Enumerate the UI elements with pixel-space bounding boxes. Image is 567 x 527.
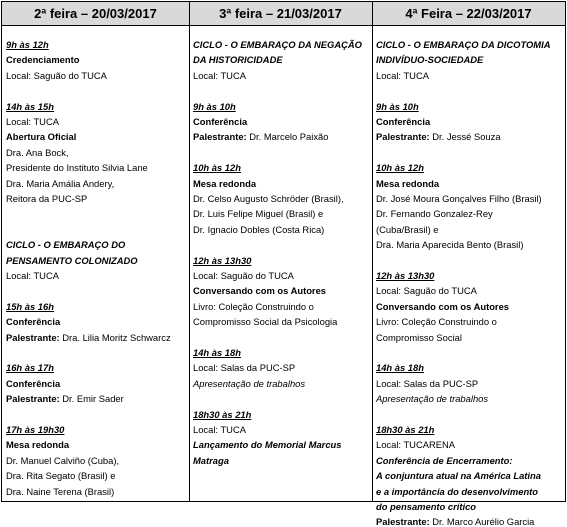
session-detail: Local: TUCARENA xyxy=(376,439,456,451)
speaker-label: Palestrante: xyxy=(6,393,60,405)
session-detail: Local: TUCA xyxy=(193,69,246,81)
header-day-wednesday: 4ª Feira – 22/03/2017 xyxy=(372,2,565,26)
session-detail: Dr. José Moura Gonçalves Filho (Brasil) xyxy=(376,193,542,204)
session-heading: Lançamento do Memorial Marcus xyxy=(193,439,342,451)
session-title: Conferência xyxy=(6,377,61,389)
speaker-name: Dr. Marco Aurélio Garcia xyxy=(429,516,535,527)
session-detail: Compromisso Social da Psicologia xyxy=(193,316,338,328)
header-day-tuesday: 3ª feira – 21/03/2017 xyxy=(189,2,372,26)
session-title: Conferência xyxy=(376,116,431,127)
session-detail: Reitora da PUC-SP xyxy=(6,193,88,204)
column-wednesday xyxy=(372,26,565,527)
speaker-name: Dr. Emir Sader xyxy=(59,393,124,405)
session-heading: A conjuntura atual na América Latina xyxy=(376,470,541,482)
session-heading: e a importância do desenvolvimento xyxy=(376,485,539,497)
session-note: Apresentação de trabalhos xyxy=(376,393,489,405)
session-detail: Local: TUCA xyxy=(376,69,429,81)
session-time: 9h às 10h xyxy=(193,100,236,112)
session-time: 18h30 às 21h xyxy=(193,408,252,420)
speaker-label: Palestrante: xyxy=(376,516,430,527)
session-detail: Dra. Rita Segato (Brasil) e xyxy=(6,470,116,482)
speaker-line xyxy=(6,332,171,343)
session-detail: Dr. Manuel Calviño (Cuba), xyxy=(6,454,120,466)
session-title: Mesa redonda xyxy=(193,177,257,189)
session-detail: Local: Saguão do TUCA xyxy=(376,285,477,297)
speaker-name: Dr. Marcelo Paixão xyxy=(246,131,329,143)
session-detail: Local: TUCA xyxy=(193,424,246,435)
session-detail: Presidente do Instituto Silvia Lane xyxy=(6,162,148,174)
session-note: Apresentação de trabalhos xyxy=(193,377,306,389)
session-detail: Local: Saguão do TUCA xyxy=(193,270,294,281)
session-detail: Dr. Luis Felipe Miguel (Brasil) e xyxy=(193,208,324,220)
session-heading: PENSAMENTO COLONIZADO xyxy=(6,254,138,266)
speaker-line xyxy=(193,131,328,142)
session-title: Conversando com os Autores xyxy=(376,300,510,312)
session-detail: Livro: Coleção Construindo o xyxy=(376,316,497,328)
session-detail: Dra. Ana Bock, xyxy=(6,146,69,158)
session-heading: Conferência de Encerramento: xyxy=(376,454,513,466)
speaker-label: Palestrante: xyxy=(193,131,247,143)
session-time: 14h às 18h xyxy=(376,362,424,374)
session-time: 15h às 16h xyxy=(6,300,54,312)
session-title: Abertura Oficial xyxy=(6,131,77,143)
speaker-label: Palestrante: xyxy=(6,331,60,343)
session-heading: Matraga xyxy=(193,454,229,466)
column-divider xyxy=(189,2,190,501)
speaker-line xyxy=(376,131,501,142)
session-heading: CICLO - O EMBARAÇO DA NEGAÇÃO xyxy=(193,39,362,50)
session-time: 9h às 12h xyxy=(6,39,49,50)
session-detail: Local: Saguão do TUCA xyxy=(6,69,107,81)
session-time: 14h às 18h xyxy=(193,347,241,358)
speaker-name: Dra. Lilia Moritz Schwarcz xyxy=(59,331,171,343)
session-detail: Local: Salas da PUC-SP xyxy=(193,362,296,374)
session-detail: Local: TUCA xyxy=(6,270,59,281)
session-heading: INDIVÍDUO-SOCIEDADE xyxy=(376,54,484,66)
session-title: Credenciamento xyxy=(6,54,80,66)
column-monday xyxy=(2,26,189,501)
session-detail: Compromisso Social xyxy=(376,331,462,343)
session-detail: Livro: Coleção Construindo o xyxy=(193,300,314,312)
session-heading: DA HISTORICIDADE xyxy=(193,54,283,66)
column-tuesday xyxy=(189,26,372,501)
session-detail: Dra. Naine Terena (Brasil) xyxy=(6,485,115,497)
session-detail: Dr. Fernando Gonzalez-Rey xyxy=(376,208,493,220)
header-day-monday: 2ª feira – 20/03/2017 xyxy=(2,2,189,26)
session-heading: CICLO - O EMBARAÇO DO xyxy=(6,239,126,251)
session-title: Conferência xyxy=(193,116,248,127)
speaker-label: Palestrante: xyxy=(376,131,430,143)
speaker-line xyxy=(376,516,534,527)
session-title: Mesa redonda xyxy=(6,439,70,451)
session-time: 12h às 13h30 xyxy=(193,254,252,266)
session-detail: Dr. Celso Augusto Schröder (Brasil), xyxy=(193,193,344,204)
session-detail: Dr. Ignacio Dobles (Costa Rica) xyxy=(193,223,325,235)
schedule-table xyxy=(1,1,566,527)
speaker-name: Dr. Jessé Souza xyxy=(429,131,501,143)
session-time: 12h às 13h30 xyxy=(376,270,435,281)
session-heading: CICLO - O EMBARAÇO DA DICOTOMIA xyxy=(376,39,551,50)
session-title: Conferência xyxy=(6,316,61,328)
session-time: 10h às 12h xyxy=(193,162,241,174)
session-heading: do pensamento crítico xyxy=(376,501,477,512)
session-time: 17h às 19h30 xyxy=(6,424,65,435)
session-detail: Local: Salas da PUC-SP xyxy=(376,377,479,389)
session-time: 10h às 12h xyxy=(376,162,424,174)
session-detail: (Cuba/Brasil) e xyxy=(376,223,439,235)
session-title: Mesa redonda xyxy=(376,177,440,189)
session-time: 16h às 17h xyxy=(6,362,54,374)
session-time: 14h às 15h xyxy=(6,100,54,112)
session-detail: Local: TUCA xyxy=(6,116,59,127)
speaker-line xyxy=(6,393,124,404)
column-divider xyxy=(372,2,373,501)
session-detail: Dra. Maria Aparecida Bento (Brasil) xyxy=(376,239,524,251)
session-time: 9h às 10h xyxy=(376,100,419,112)
session-title: Conversando com os Autores xyxy=(193,285,327,297)
session-detail: Dra. Maria Amália Andery, xyxy=(6,177,115,189)
session-time: 18h30 às 21h xyxy=(376,424,435,435)
